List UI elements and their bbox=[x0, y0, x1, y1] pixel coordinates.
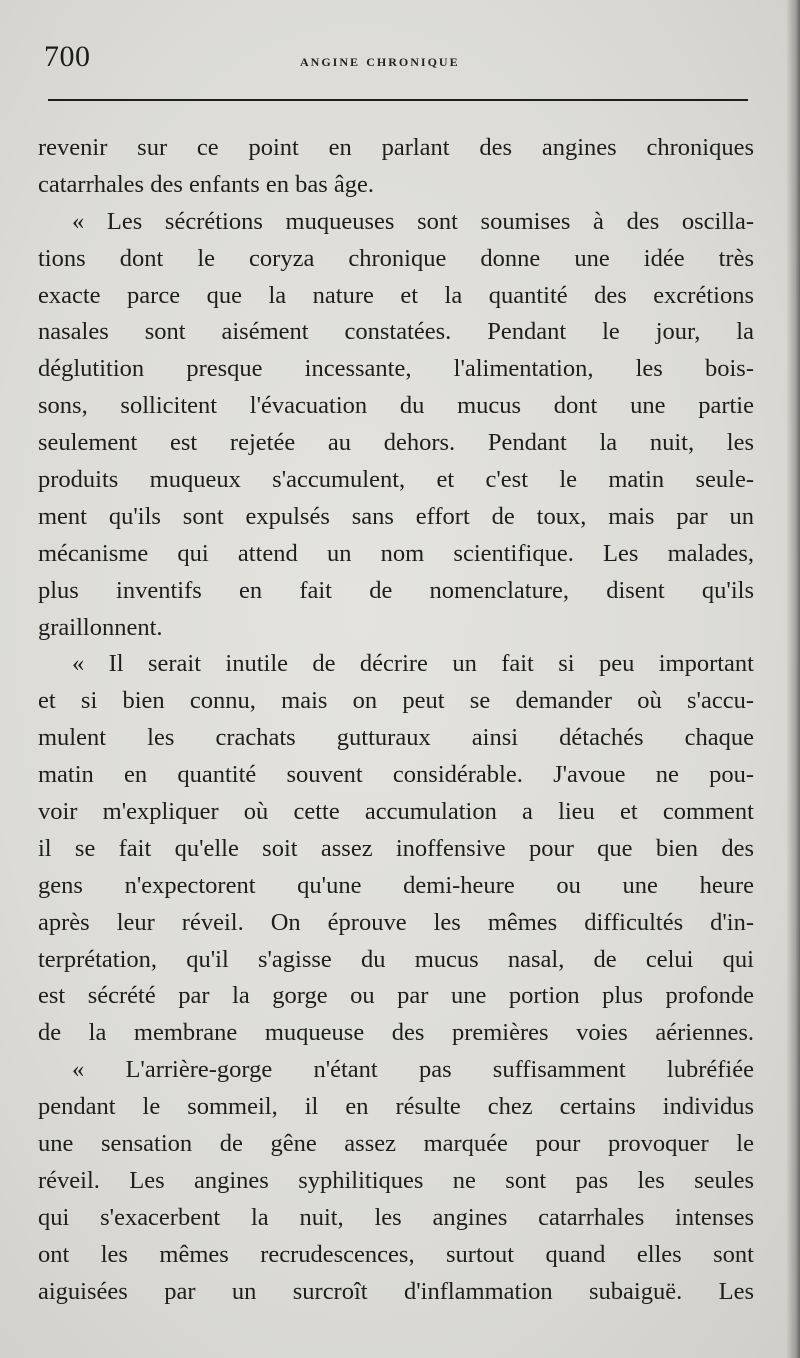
running-title: angine chronique bbox=[300, 51, 460, 70]
text-line: ment qu'ils sont expulsés sans effort de toux, mais par un bbox=[38, 502, 754, 530]
header-rule bbox=[48, 99, 748, 101]
text-line: est sécrété par la gorge ou par une portion plus profonde bbox=[38, 982, 754, 1010]
text-line: tions dont le coryza chronique donne une idée très bbox=[38, 244, 754, 272]
text-line: mulent les crachats gutturaux ainsi détachés chaque bbox=[38, 724, 754, 752]
page-header bbox=[44, 40, 750, 80]
body-text bbox=[38, 130, 754, 1311]
text-line: « Les sécrétions muqueuses sont soumises à des oscilla- bbox=[72, 207, 754, 235]
text-line: ont les mêmes recrudescences, surtout quand elles sont bbox=[38, 1240, 754, 1268]
text-line: catarrhales des enfants en bas âge. bbox=[38, 170, 375, 198]
text-line: il se fait qu'elle soit assez inoffensive pour que bien des bbox=[38, 834, 754, 862]
text-line: matin en quantité souvent considérable. J'avoue ne pou- bbox=[38, 761, 754, 789]
text-line: déglutition presque incessante, l'alimentation, les bois- bbox=[38, 355, 754, 383]
text-line: gens n'expectorent qu'une demi-heure ou une heure bbox=[38, 871, 754, 899]
text-line: nasales sont aisément constatées. Pendant le jour, la bbox=[38, 318, 754, 346]
text-line: réveil. Les angines syphilitiques ne sont pas les seules bbox=[38, 1166, 754, 1194]
text-line: de la membrane muqueuse des premières voies aériennes. bbox=[38, 1019, 754, 1047]
text-line: une sensation de gêne assez marquée pour provoquer le bbox=[38, 1130, 754, 1158]
text-line: sons, sollicitent l'évacuation du mucus dont une partie bbox=[38, 392, 754, 420]
text-line: produits muqueux s'accumulent, et c'est le matin seule- bbox=[38, 466, 754, 494]
text-line: pendant le sommeil, il en résulte chez certains individus bbox=[38, 1093, 754, 1121]
text-line: mécanisme qui attend un nom scientifique. Les malades, bbox=[38, 539, 754, 567]
text-line: exacte parce que la nature et la quantité des excrétions bbox=[38, 281, 754, 309]
text-line: graillonnent. bbox=[38, 613, 163, 641]
text-line: « L'arrière-gorge n'étant pas suffisamment lubréfiée bbox=[72, 1056, 754, 1084]
text-line: seulement est rejetée au dehors. Pendant la nuit, les bbox=[38, 429, 754, 457]
text-line: voir m'expliquer où cette accumulation a lieu et comment bbox=[38, 798, 754, 826]
text-line: revenir sur ce point en parlant des angines chroniques bbox=[38, 134, 754, 161]
text-line: qui s'exacerbent la nuit, les angines catarrhales intenses bbox=[38, 1203, 754, 1231]
text-line: après leur réveil. On éprouve les mêmes difficultés d'in- bbox=[38, 908, 754, 936]
text-line: et si bien connu, mais on peut se demander où s'accu- bbox=[38, 687, 754, 715]
page-edge-shadow bbox=[786, 0, 800, 1358]
page-number: 700 bbox=[44, 40, 91, 73]
text-line: aiguisées par un surcroît d'inflammation subaiguë. Les bbox=[38, 1277, 754, 1305]
text-line: « Il serait inutile de décrire un fait si peu important bbox=[72, 650, 754, 678]
text-line: plus inventifs en fait de nomenclature, disent qu'ils bbox=[38, 576, 754, 604]
text-line: terprétation, qu'il s'agisse du mucus nasal, de celui qui bbox=[38, 945, 754, 973]
